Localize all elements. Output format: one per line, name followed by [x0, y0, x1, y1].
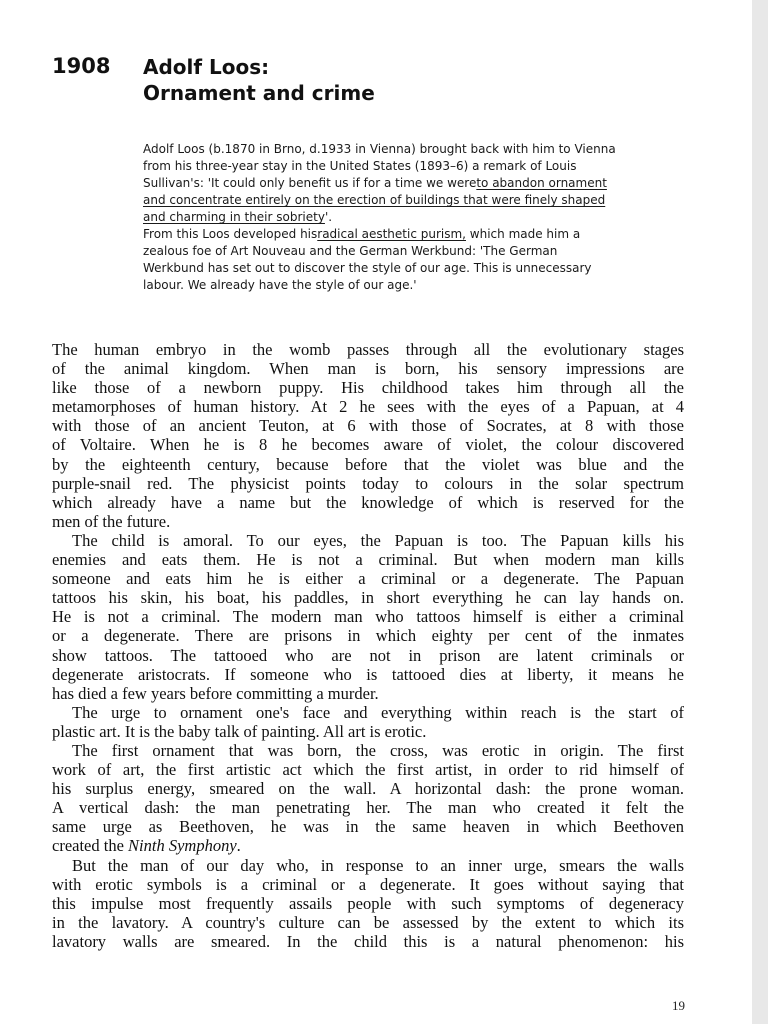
- body-line: with those of an ancient Teuton, at 6 with those of Socrates, at 8 with those: [52, 416, 684, 436]
- body-line: which already have a name but the knowledge of which is reserved for the: [52, 492, 684, 512]
- intro-text: Sullivan's: 'It could only benefit us if for a time we were: [143, 176, 477, 190]
- body-line: degenerate aristocrats. If someone who is tattooed dies at liberty, it means he: [52, 664, 684, 684]
- essay-body: [52, 340, 684, 951]
- intro-text: From this Loos developed his: [143, 227, 318, 241]
- underlined-passage: radical aesthetic purism,: [317, 227, 466, 241]
- intro-line: labour. We already have the style of our age.': [143, 278, 417, 292]
- body-line: He is not a criminal. The modern man who tattoos himself is either a criminal: [52, 607, 684, 627]
- essay-year: 1908: [52, 54, 111, 78]
- body-line: by the eighteenth century, because before that the violet was blue and the: [52, 454, 684, 474]
- body-line: [52, 836, 684, 855]
- body-line: someone and eats him he is either a criminal or a degenerate. The Papuan: [52, 569, 684, 589]
- body-line: like those of a newborn puppy. His childhood takes him through all the: [52, 378, 684, 398]
- body-line: work of art, the first artistic act which the first artist, in order to rid himself of: [52, 760, 684, 780]
- intro-line: from his three-year stay in the United States (1893–6) a remark of Louis: [143, 159, 577, 173]
- body-line: The first ornament that was born, the cross, was erotic in origin. The first: [72, 740, 684, 760]
- body-line: this impulse most frequently assails people with such symptoms of degeneracy: [52, 893, 684, 913]
- intro-line: [143, 226, 683, 243]
- intro-text: which made him a: [465, 227, 581, 241]
- intro-line: Werkbund has set out to discover the style of our age. This is unnecessary: [143, 261, 592, 275]
- body-line: men of the future.: [52, 511, 171, 531]
- title-line-work: Ornament and crime: [143, 81, 375, 105]
- title-line-author: Adolf Loos:: [143, 55, 270, 79]
- body-line: enemies and eats them. He is not a criminal. But when modern man kills: [52, 550, 684, 570]
- editorial-introduction: [143, 141, 683, 294]
- underlined-passage: to abandon ornament: [476, 176, 607, 190]
- page-edge: [752, 0, 768, 1024]
- body-line: tattoos his skin, his boat, his paddles, in short everything he can lay hands on.: [52, 588, 684, 608]
- body-line: same urge as Beethoven, he was in the same heaven in which Beethoven: [52, 817, 684, 837]
- body-line: show tattoos. The tattooed who are not in prison are latent criminals or: [52, 645, 684, 665]
- intro-line: [143, 175, 683, 192]
- intro-line: zealous foe of Art Nouveau and the German Werkbund: 'The German: [143, 244, 558, 258]
- page-number: 19: [672, 998, 685, 1013]
- body-line: metamorphoses of human history. At 2 he sees with the eyes of a Papuan, at 4: [52, 397, 684, 417]
- body-line: of Voltaire. When he is 8 he becomes aware of violet, the colour discovered: [52, 435, 684, 455]
- underlined-passage: and charming in their sobriety: [143, 210, 325, 224]
- underlined-passage: and concentrate entirely on the erection of buildings that were finely shaped: [143, 193, 606, 207]
- body-line: But the man of our day who, in response to an inner urge, smears the walls: [72, 855, 684, 875]
- body-line: plastic art. It is the baby talk of painting. All art is erotic.: [52, 721, 427, 741]
- body-line: The child is amoral. To our eyes, the Papuan is too. The Papuan kills his: [72, 530, 684, 550]
- intro-text: '.: [324, 210, 333, 224]
- body-line: has died a few years before committing a murder.: [52, 683, 379, 703]
- body-line: his surplus energy, smeared on the wall. A horizontal dash: the prone woman.: [52, 779, 684, 799]
- body-line: of the animal kingdom. When man is born, his sensory impressions are: [52, 359, 684, 379]
- intro-line: Adolf Loos (b.1870 in Brno, d.1933 in Vienna) brought back with him to Vienna: [143, 142, 616, 156]
- essay-title: [143, 54, 375, 106]
- body-line: or a degenerate. There are prisons in which eighty per cent of the inmates: [52, 626, 684, 646]
- body-line: lavatory walls are smeared. In the child this is a natural phenomenon: his: [52, 931, 684, 951]
- body-line: The urge to ornament one's face and everything within reach is the start of: [72, 702, 684, 722]
- body-line: The human embryo in the womb passes through all the evolutionary stages: [52, 340, 684, 359]
- body-line: A vertical dash: the man penetrating her. The man who created it felt the: [52, 798, 684, 818]
- work-title-italic: Ninth Symphony: [128, 836, 237, 856]
- body-text: .: [236, 836, 241, 856]
- body-line: purple-snail red. The physicist points today to colours in the solar spectrum: [52, 473, 684, 493]
- body-line: with erotic symbols is a criminal or a degenerate. It goes without saying that: [52, 874, 684, 894]
- body-line: in the lavatory. A country's culture can be assessed by the extent to which its: [52, 912, 684, 932]
- intro-line: [143, 209, 683, 226]
- body-text: created the: [52, 836, 129, 856]
